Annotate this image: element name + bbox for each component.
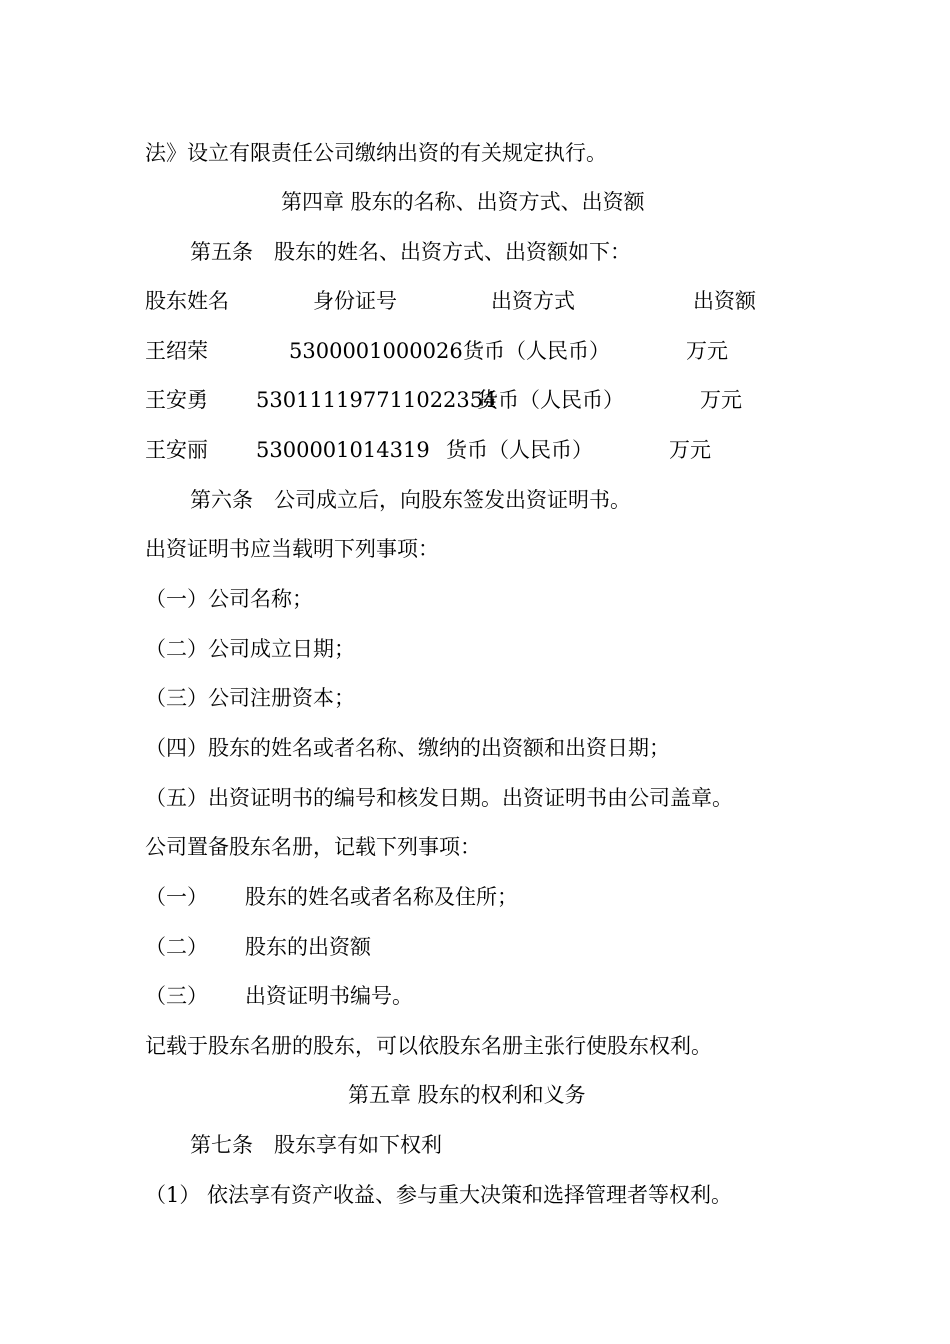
article-6: 第六条 公司成立后，向股东签发出资证明书。 (190, 488, 631, 512)
table-cell-method: 货币（人民币） (477, 388, 624, 412)
table-header-method: 出资方式 (491, 289, 575, 313)
certificate-intro: 出资证明书应当载明下列事项： (145, 537, 439, 561)
table-header-name: 股东姓名 (145, 289, 229, 313)
register-intro: 公司置备股东名册，记载下列事项： (145, 835, 481, 859)
table-cell-method: 货币（人民币） (463, 339, 610, 363)
table-cell-amount: 万元 (700, 388, 742, 412)
paragraph-continuation: 法》设立有限责任公司缴纳出资的有关规定执行。 (145, 141, 607, 165)
register-item-text: 股东的出资额 (245, 935, 371, 959)
certificate-item: （三）公司注册资本； (145, 686, 355, 710)
table-cell-name: 王安丽 (145, 438, 208, 462)
register-item-number: （三） (145, 984, 208, 1008)
certificate-item: （四）股东的姓名或者名称、缴纳的出资额和出资日期； (145, 736, 670, 760)
table-cell-amount: 万元 (669, 438, 711, 462)
table-header-id: 身份证号 (313, 289, 397, 313)
register-conclusion: 记载于股东名册的股东，可以依股东名册主张行使股东权利。 (145, 1034, 712, 1058)
article-5: 第五条 股东的姓名、出资方式、出资额如下： (190, 240, 631, 264)
register-item-text: 出资证明书编号。 (245, 984, 413, 1008)
table-cell-id: 5300001000026 (289, 339, 463, 363)
chapter-4-heading: 第四章 股东的名称、出资方式、出资额 (281, 190, 645, 214)
register-item-number: （二） (145, 935, 208, 959)
register-item-text: 股东的姓名或者名称及住所； (245, 885, 518, 909)
table-cell-amount: 万元 (686, 339, 728, 363)
table-cell-name: 王安勇 (145, 388, 208, 412)
certificate-item: （五）出资证明书的编号和核发日期。出资证明书由公司盖章。 (145, 786, 733, 810)
article-7: 第七条 股东享有如下权利 (190, 1133, 442, 1157)
chapter-5-heading: 第五章 股东的权利和义务 (348, 1083, 586, 1107)
table-cell-name: 王绍荣 (145, 339, 208, 363)
certificate-item: （一）公司名称； (145, 587, 313, 611)
table-cell-method: 货币（人民币） (446, 438, 593, 462)
rights-item: （1） 依法享有资产收益、参与重大决策和选择管理者等权利。 (145, 1183, 733, 1207)
table-header-amount: 出资额 (693, 289, 756, 313)
table-cell-id: 530111197711022354 (256, 388, 497, 412)
table-cell-id: 5300001014319 (256, 438, 430, 462)
certificate-item: （二）公司成立日期； (145, 637, 355, 661)
register-item-number: （一） (145, 885, 208, 909)
